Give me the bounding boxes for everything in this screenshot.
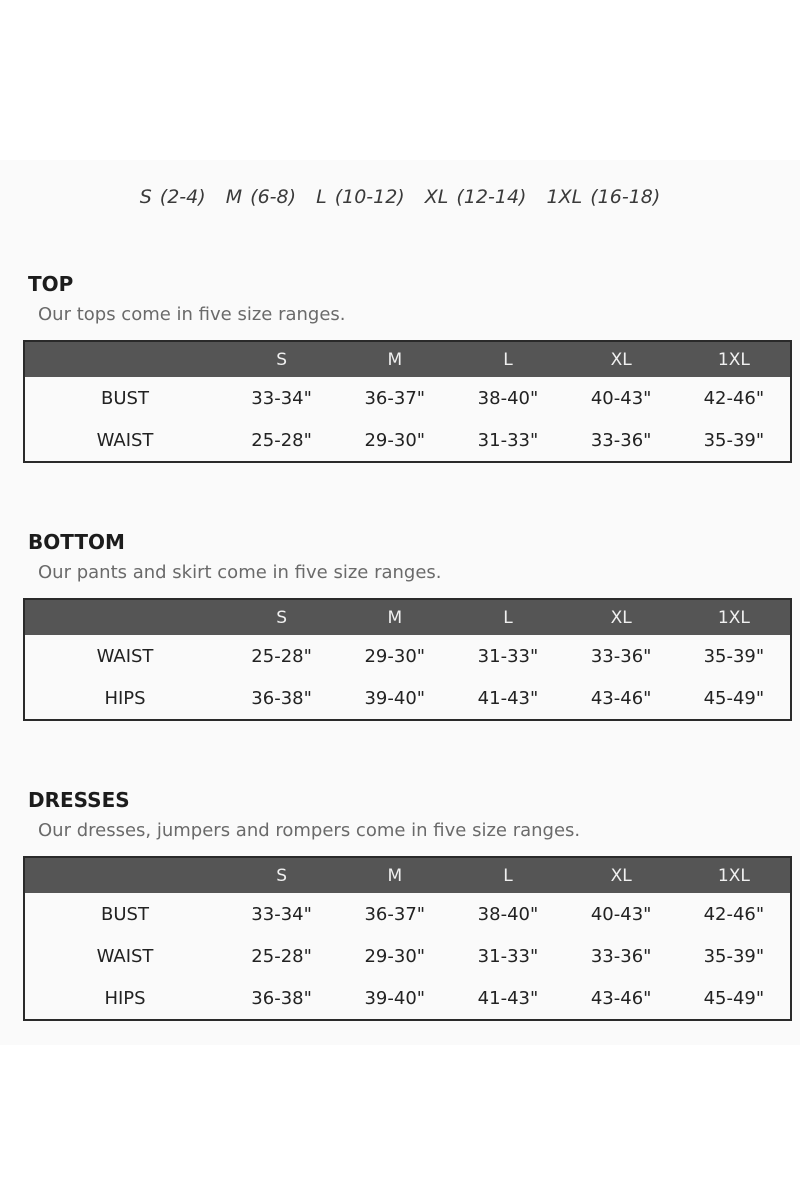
table-row bbox=[24, 419, 791, 462]
table-cell: 33-36" bbox=[590, 645, 652, 667]
size-range-s: S (2-4) bbox=[139, 186, 206, 208]
table-cell: 43-46" bbox=[590, 687, 652, 709]
table-cell: 41-43" bbox=[477, 987, 539, 1009]
row-label: WAIST bbox=[96, 645, 154, 667]
header-empty-cell bbox=[24, 857, 225, 893]
table-cell: 40-43" bbox=[590, 903, 652, 925]
table-cell: 31-33" bbox=[477, 429, 539, 451]
table-row bbox=[24, 935, 791, 977]
header-cell-1xl: 1XL bbox=[717, 607, 750, 628]
bottom-size-table bbox=[23, 598, 792, 721]
header-cell-l: L bbox=[503, 607, 513, 628]
table-cell: 45-49" bbox=[703, 687, 765, 709]
table-cell: 36-38" bbox=[251, 987, 312, 1009]
table-cell: 41-43" bbox=[477, 687, 539, 709]
header-cell-xl: XL bbox=[610, 865, 632, 886]
table-cell: 31-33" bbox=[477, 645, 539, 667]
table-cell: 43-46" bbox=[590, 987, 652, 1009]
header-cell-m: M bbox=[387, 865, 403, 886]
table-row bbox=[24, 893, 791, 935]
row-label: WAIST bbox=[96, 429, 154, 451]
table-cell: 38-40" bbox=[477, 387, 539, 409]
section-description: Our pants and skirt come in five size ranges. bbox=[38, 562, 442, 583]
section-title: DRESSES bbox=[28, 788, 130, 812]
header-cell-l: L bbox=[503, 349, 513, 370]
table-cell: 38-40" bbox=[477, 903, 539, 925]
table-cell: 25-28" bbox=[251, 945, 312, 967]
table-cell: 42-46" bbox=[703, 387, 765, 409]
header-cell-m: M bbox=[387, 349, 403, 370]
section-description: Our dresses, jumpers and rompers come in five size ranges. bbox=[38, 820, 581, 841]
table-cell: 31-33" bbox=[477, 945, 539, 967]
dresses-size-table bbox=[23, 856, 792, 1021]
table-cell: 29-30" bbox=[364, 429, 426, 451]
size-range-xl: XL (12-14) bbox=[424, 186, 527, 208]
row-label: BUST bbox=[101, 387, 149, 409]
header-cell-1xl: 1XL bbox=[717, 865, 750, 886]
header-empty-cell bbox=[24, 599, 225, 635]
table-cell: 33-36" bbox=[590, 945, 652, 967]
header-cell-1xl: 1XL bbox=[717, 349, 750, 370]
table-cell: 35-39" bbox=[703, 945, 765, 967]
header-cell-s: S bbox=[276, 349, 287, 370]
table-cell: 40-43" bbox=[590, 387, 652, 409]
table-cell: 45-49" bbox=[703, 987, 765, 1009]
table-cell: 25-28" bbox=[251, 429, 312, 451]
table-cell: 35-39" bbox=[703, 429, 765, 451]
row-label: HIPS bbox=[104, 687, 146, 709]
header-cell-l: L bbox=[503, 865, 513, 886]
header-cell-m: M bbox=[387, 607, 403, 628]
table-cell: 39-40" bbox=[364, 987, 426, 1009]
table-cell: 33-34" bbox=[251, 903, 312, 925]
size-ranges-line bbox=[0, 186, 800, 208]
table-header-row bbox=[24, 341, 791, 377]
header-cell-xl: XL bbox=[610, 349, 632, 370]
table-row bbox=[24, 977, 791, 1020]
table-header-row bbox=[24, 599, 791, 635]
table-cell: 36-37" bbox=[364, 387, 426, 409]
table-cell: 33-36" bbox=[590, 429, 652, 451]
size-range-l: L (10-12) bbox=[316, 186, 405, 208]
table-cell: 36-38" bbox=[251, 687, 312, 709]
row-label: WAIST bbox=[96, 945, 154, 967]
header-empty-cell bbox=[24, 341, 225, 377]
row-label: BUST bbox=[101, 903, 149, 925]
table-cell: 42-46" bbox=[703, 903, 765, 925]
table-row bbox=[24, 677, 791, 720]
size-range-m: M (6-8) bbox=[225, 186, 297, 208]
header-cell-s: S bbox=[276, 865, 287, 886]
table-cell: 39-40" bbox=[364, 687, 426, 709]
table-cell: 25-28" bbox=[251, 645, 312, 667]
section-title: BOTTOM bbox=[28, 530, 125, 554]
top-size-table bbox=[23, 340, 792, 463]
size-range-1xl: 1XL (16-18) bbox=[546, 186, 661, 208]
section-description: Our tops come in five size ranges. bbox=[38, 304, 346, 325]
table-cell: 35-39" bbox=[703, 645, 765, 667]
table-row bbox=[24, 635, 791, 677]
table-header-row bbox=[24, 857, 791, 893]
table-cell: 33-34" bbox=[251, 387, 312, 409]
header-cell-s: S bbox=[276, 607, 287, 628]
header-cell-xl: XL bbox=[610, 607, 632, 628]
row-label: HIPS bbox=[104, 987, 146, 1009]
table-row bbox=[24, 377, 791, 419]
table-cell: 29-30" bbox=[364, 645, 426, 667]
section-title: TOP bbox=[28, 272, 74, 296]
table-cell: 29-30" bbox=[364, 945, 426, 967]
table-cell: 36-37" bbox=[364, 903, 426, 925]
